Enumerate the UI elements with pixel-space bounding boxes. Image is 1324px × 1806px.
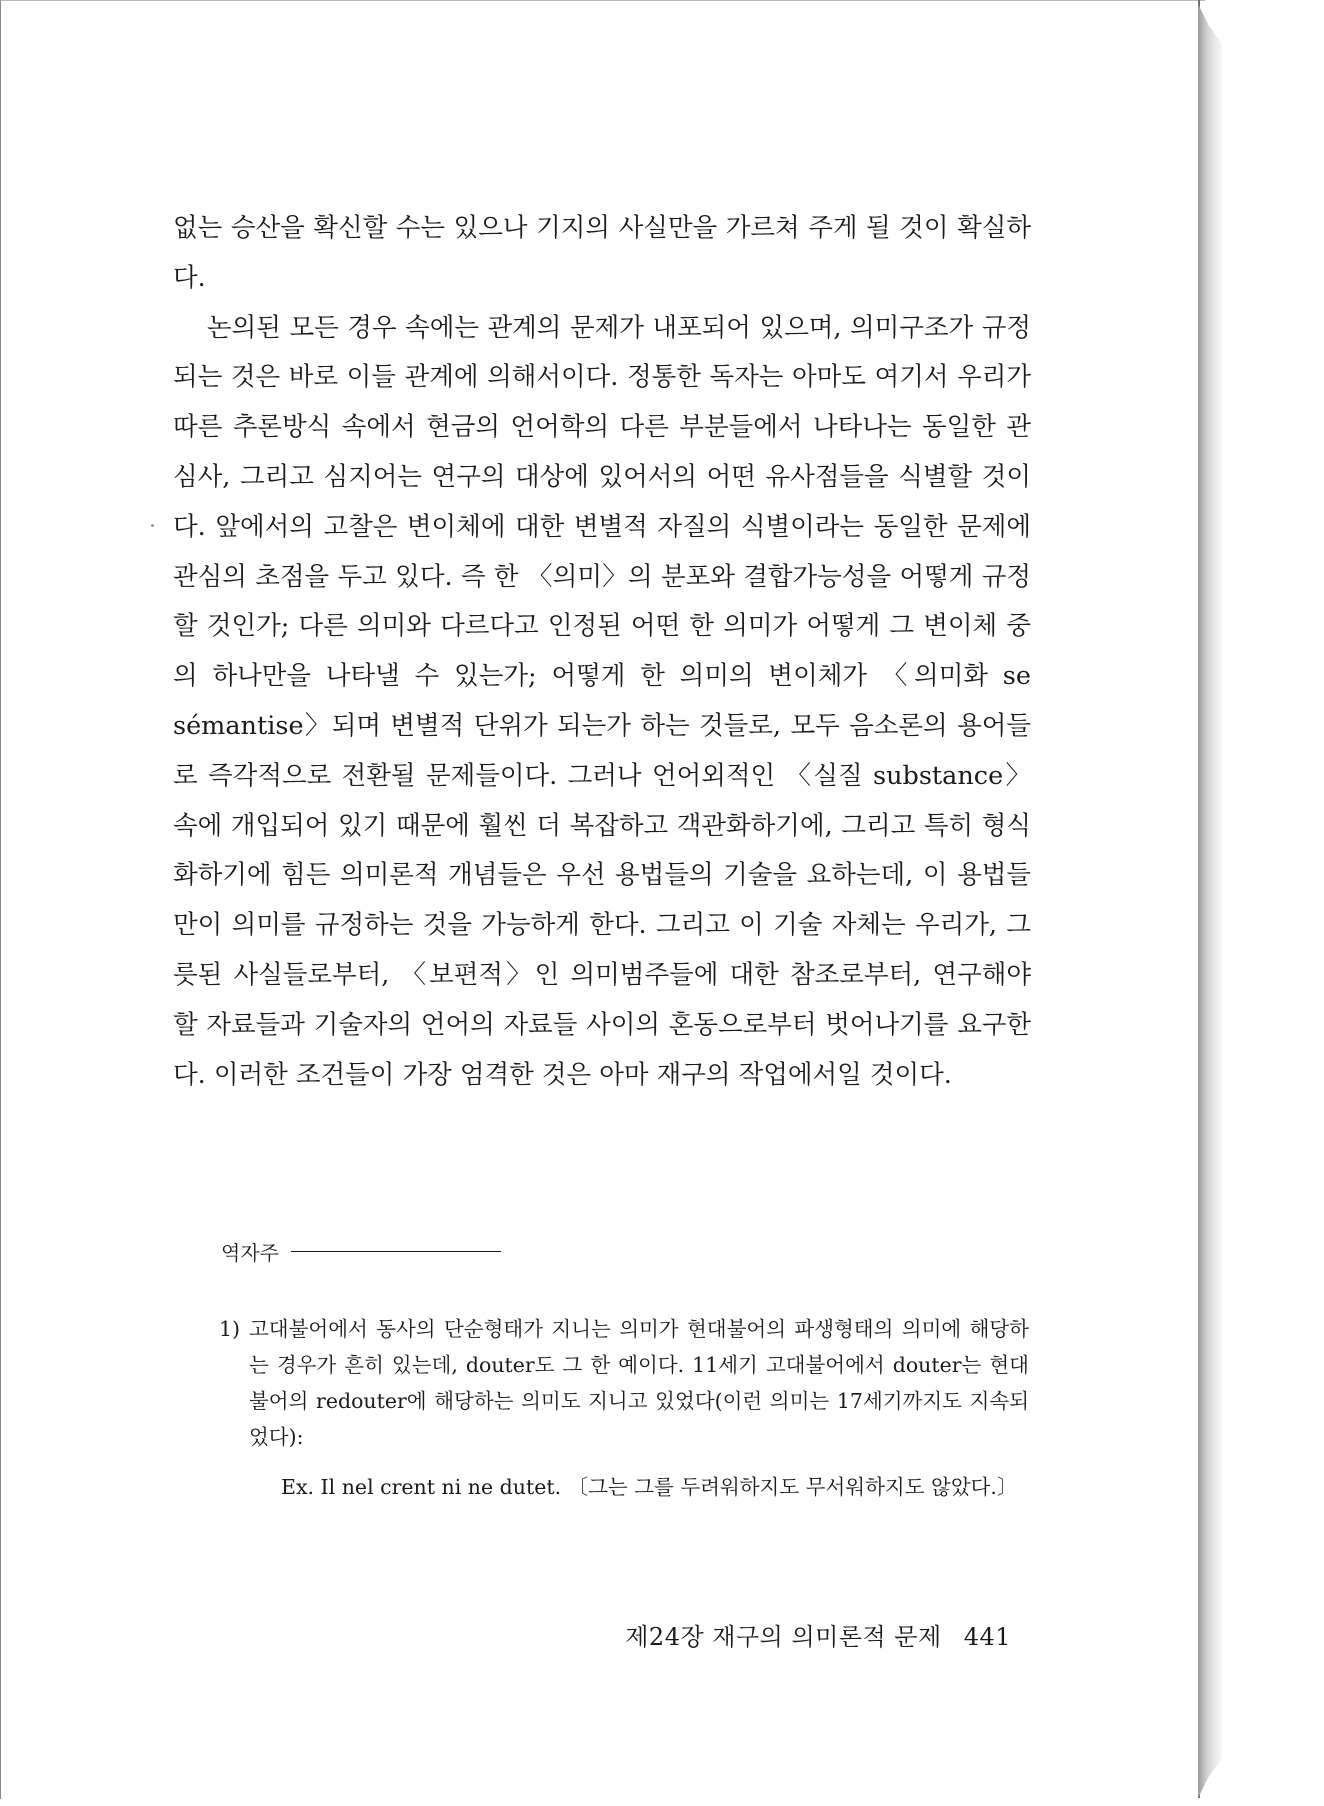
footnote-example: Ex. Il nel crent ni ne dutet. 〔그는 그를 두려워하지도 무서워하지도 않았다.〕 — [281, 1475, 1018, 1499]
scan-speck — [151, 524, 154, 527]
footnote-number: 1) — [219, 1317, 241, 1341]
footnote-heading-label: 역자주 — [221, 1241, 279, 1265]
running-title: 제24장 재구의 의미론적 문제 — [625, 1623, 942, 1651]
footnote-text: 고대불어에서 동사의 단순형태가 지니는 의미가 현대불어의 파생형태의 의미에 해당하는 경우가 흔히 있는데, douter도 그 한 예이다. 11세기 고대불어에서 douter는 현대불어의 redouter에 해당하는 의미도 지니고 있었다(이런 의미는 17세기까지도 지속되었다): — [249, 1317, 1029, 1449]
footnote-entry — [219, 1311, 1029, 1455]
paragraph-1: 없는 승산을 확신할 수는 있으나 기지의 사실만을 가르쳐 주게 될 것이 확실하다. — [173, 213, 1031, 293]
running-footer — [601, 1617, 1011, 1652]
footnote-rule — [291, 1251, 501, 1252]
paragraph-2: 논의된 모든 경우 속에는 관계의 문제가 내포되어 있으며, 의미구조가 규정되는 것은 바로 이들 관계에 의해서이다. 정통한 독자는 아마도 여기서 우리가 따른 추론방식 속에서 현금의 언어학의 다른 부분들에서 나타나는 동일한 관심사, 그리고 심지어는 연구의 대상에 있어서의 어떤 유사점들을 식별할 것이다. 앞에서의 고찰은 변이체에 대한 변별적 자질의 식별이라는 동일한 문제에 관심의 초점을 두고 있다. 즉 한 〈의미〉의 분포와 결합가능성을 어떻게 규정할 것인가; 다른 의미와 다르다고 인정된 어떤 한 의미가 어떻게 그 변이체 중의 하나만을 나타낼 수 있는가; 어떻게 한 의미의 변이체가 〈의미화 se sémantise〉되며 변별적 단위가 되는가 하는 것들로, 모두 음소론의 용어들로 즉각적으로 전환될 문제들이다. 그러나 언어외적인 〈실질 substance〉 속에 개입되어 있기 때문에 훨씬 더 복잡하고 객관화하기에, 그리고 특히 형식화하기에 힘든 의미론적 개념들은 우선 용법들의 기술을 요하는데, 이 용법들만이 의미를 규정하는 것을 가능하게 한다. 그리고 이 기술 자체는 우리가, 그릇된 사실들로부터, 〈보편적〉인 의미범주들에 대한 참조로부터, 연구해야 할 자료들과 기술자의 언어의 자료들 사이의 혼동으로부터 벗어나기를 요구한다. 이러한 조건들이 가장 엄격한 것은 아마 재구의 작업에서일 것이다. — [173, 312, 1031, 1090]
page-number: 441 — [963, 1623, 1011, 1651]
page-edge-shadow — [1198, 4, 1222, 1798]
footnote-heading — [221, 1237, 541, 1266]
body-text — [173, 204, 1031, 1100]
footnote — [219, 1311, 1029, 1505]
